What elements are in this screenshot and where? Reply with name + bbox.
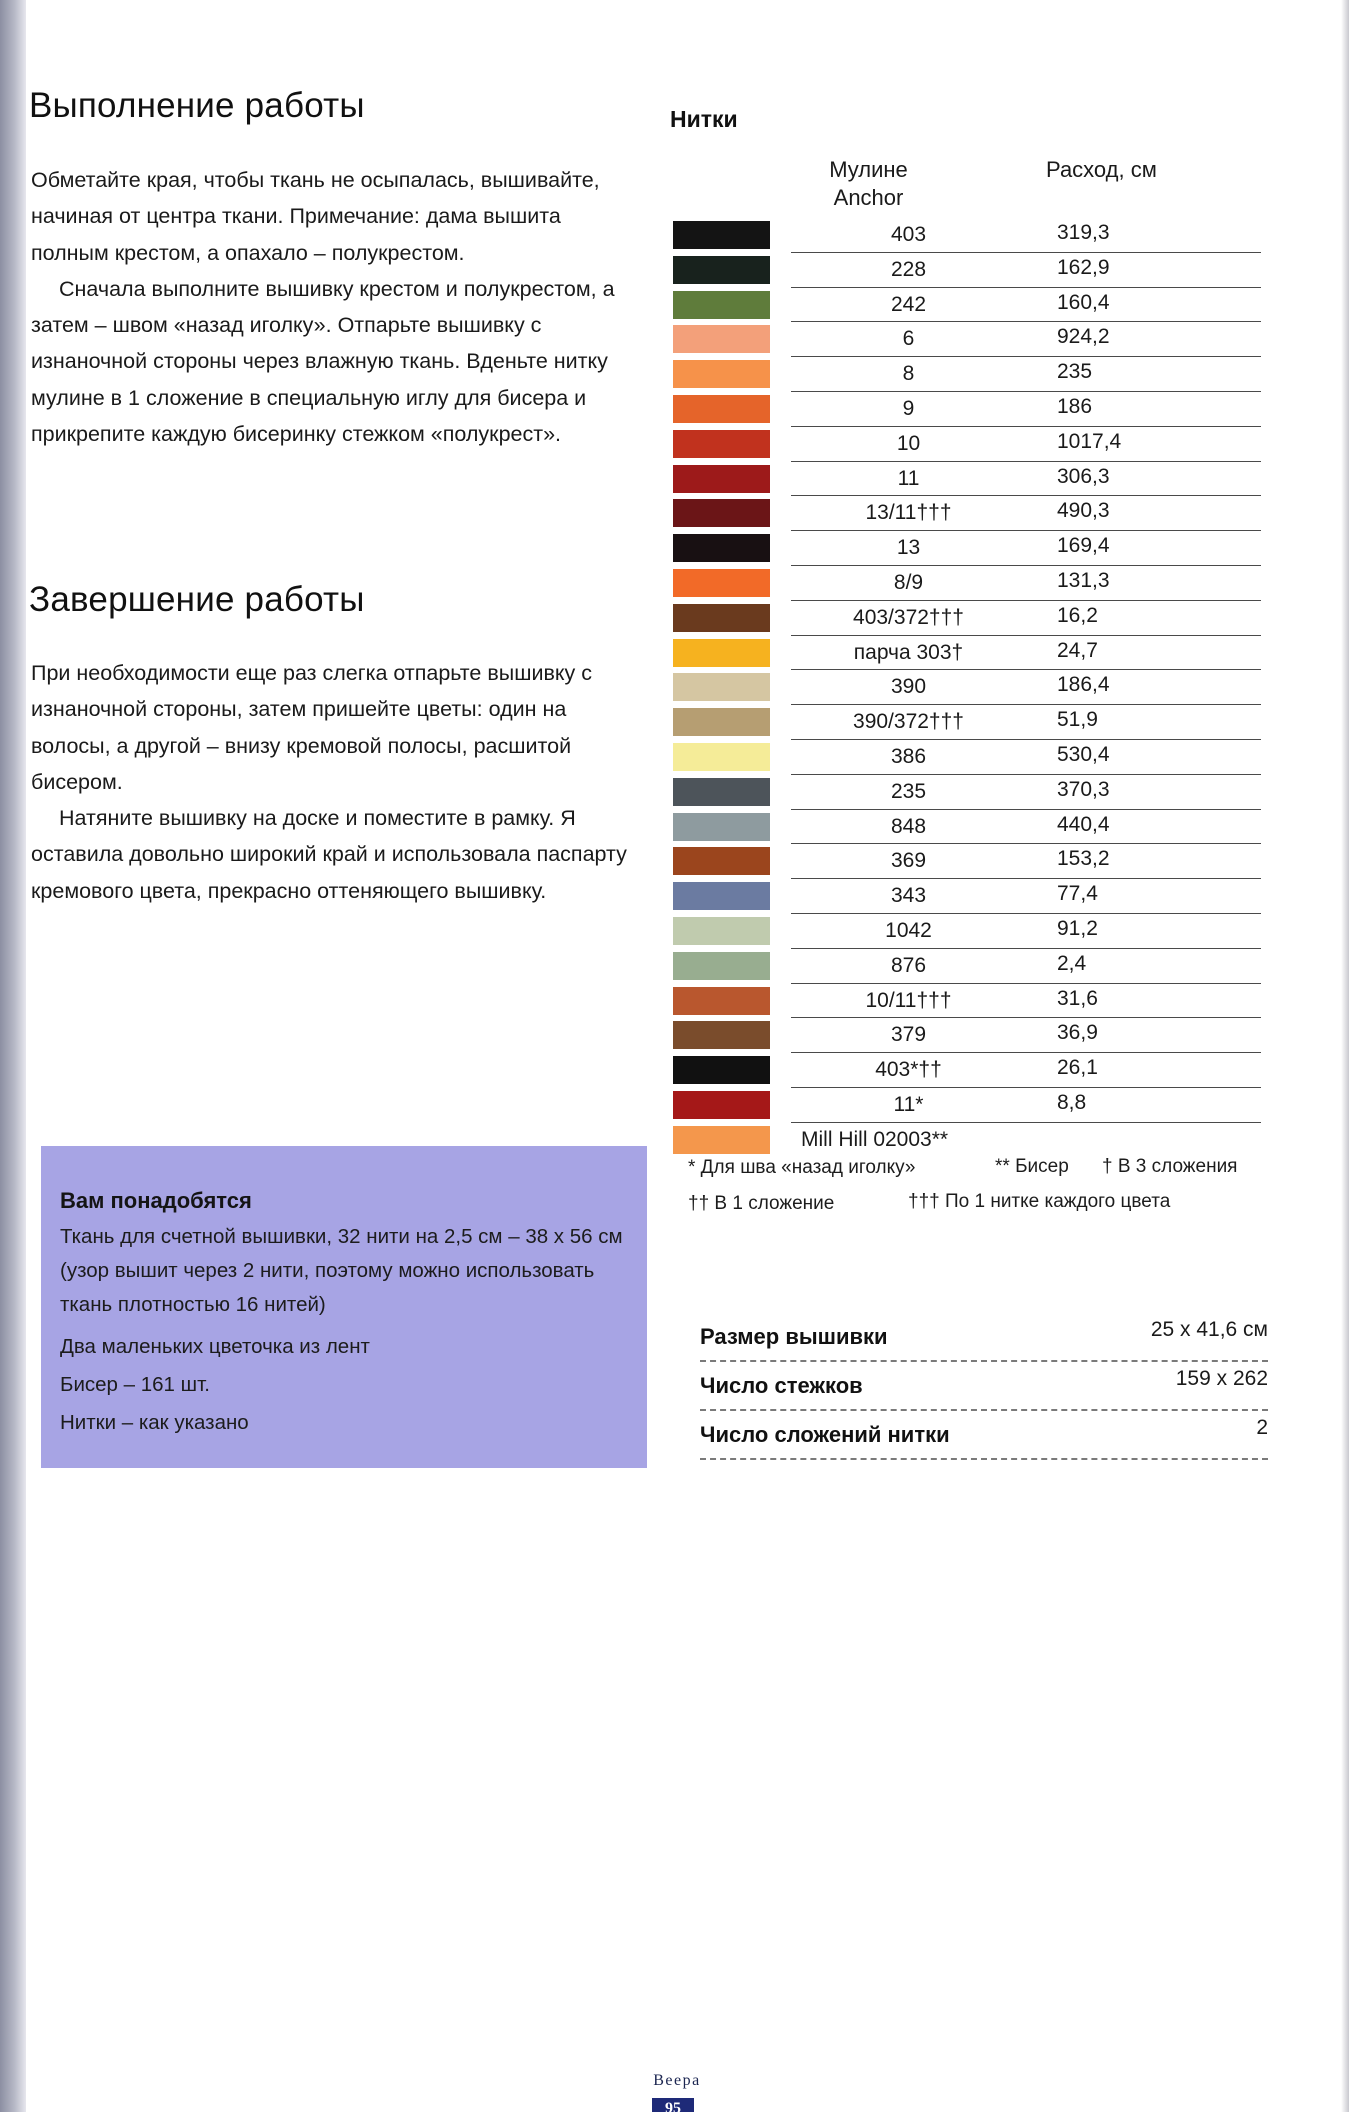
thread-row — [673, 915, 1261, 950]
row-rule — [791, 426, 1261, 427]
thread-code: 11* — [893, 1092, 924, 1116]
thread-color-swatch — [673, 743, 770, 771]
thread-code: 8/9 — [893, 570, 924, 594]
section-title-work: Выполнение работы — [29, 86, 365, 125]
thread-row — [673, 254, 1261, 289]
row-rule — [791, 1017, 1261, 1018]
thread-amount: 131,3 — [1057, 568, 1110, 592]
thread-amount: 8,8 — [1057, 1090, 1087, 1114]
row-rule — [791, 600, 1261, 601]
thread-color-swatch — [673, 430, 770, 458]
thread-row — [673, 393, 1261, 428]
thread-code: 1042 — [885, 918, 932, 942]
row-rule — [791, 739, 1261, 740]
thread-row — [673, 323, 1261, 358]
thread-amount: 16,2 — [1057, 603, 1098, 627]
thread-code: 848 — [890, 814, 927, 838]
thread-color-swatch — [673, 221, 770, 249]
thread-code: 390/372††† — [853, 710, 964, 734]
thread-color-swatch — [673, 847, 770, 875]
materials-box — [41, 1146, 647, 1468]
thread-amount: 36,9 — [1057, 1021, 1098, 1045]
thread-row — [673, 1089, 1261, 1124]
row-rule — [791, 495, 1261, 496]
thread-row — [673, 219, 1261, 254]
column-header-anchor-line1: Мулине — [829, 157, 908, 182]
thread-row — [673, 602, 1261, 637]
thread-row — [673, 776, 1261, 811]
spec-label: Число стежков — [700, 1373, 863, 1398]
thread-code: 242 — [890, 292, 927, 316]
thread-row — [673, 741, 1261, 776]
thread-amount: 162,9 — [1057, 255, 1110, 279]
row-rule — [791, 530, 1261, 531]
column-header-usage: Расход, см — [1046, 157, 1157, 182]
thread-code: 13/11††† — [865, 501, 952, 525]
spec-dashed-rule — [700, 1360, 1268, 1362]
finish-paragraph-2: Натяните вышивку на доске и поместите в рамку. Я оставила довольно широкий край и использовала паспарту кремового цвета, прекрасно оттеняющего вышивку. — [31, 806, 627, 903]
thread-amount: 186 — [1057, 394, 1093, 418]
thread-color-swatch — [673, 395, 770, 423]
thread-code: 10/11††† — [865, 988, 952, 1012]
thread-row — [673, 1019, 1261, 1054]
thread-code: парча 303† — [853, 640, 964, 664]
spec-value: 159 х 262 — [1175, 1367, 1268, 1390]
thread-code: 369 — [890, 849, 927, 873]
threads-table — [673, 219, 1261, 1159]
thread-color-swatch — [673, 987, 770, 1015]
thread-amount: 370,3 — [1057, 777, 1110, 801]
thread-amount: 160,4 — [1057, 290, 1110, 314]
thread-row — [673, 497, 1261, 532]
row-rule — [791, 252, 1261, 253]
thread-code: 343 — [890, 884, 927, 908]
spec-value: 2 — [1256, 1416, 1268, 1439]
spec-row — [700, 1363, 1268, 1411]
thread-code: 8 — [902, 362, 915, 386]
thread-amount: 26,1 — [1057, 1056, 1098, 1080]
materials-title: Вам понадобятся — [60, 1188, 252, 1213]
row-rule — [791, 635, 1261, 636]
page-number: 95 — [652, 2098, 694, 2112]
row-rule — [791, 391, 1261, 392]
thread-color-swatch — [673, 708, 770, 736]
spec-dashed-rule — [700, 1409, 1268, 1411]
thread-color-swatch — [673, 291, 770, 319]
thread-row — [673, 671, 1261, 706]
legend-backstitch: * Для шва «назад иголку» — [688, 1157, 916, 1178]
thread-code: 403*†† — [875, 1058, 942, 1082]
thread-row — [673, 811, 1261, 846]
thread-color-swatch — [673, 604, 770, 632]
thread-code: 386 — [890, 744, 927, 768]
thread-amount: 24,7 — [1057, 638, 1098, 662]
thread-amount: 31,6 — [1057, 986, 1098, 1010]
thread-amount: 169,4 — [1057, 534, 1110, 558]
thread-code: 10 — [896, 431, 921, 455]
spec-label: Размер вышивки — [700, 1324, 888, 1349]
thread-color-swatch — [673, 882, 770, 910]
row-rule — [791, 1087, 1261, 1088]
thread-color-swatch — [673, 673, 770, 701]
thread-color-swatch — [673, 917, 770, 945]
materials-item: Бисер – 161 шт. — [60, 1373, 210, 1396]
thread-amount: 235 — [1057, 360, 1093, 384]
thread-amount: 530,4 — [1057, 742, 1110, 766]
thread-row — [673, 880, 1261, 915]
thread-row — [673, 358, 1261, 393]
thread-code: 403 — [890, 223, 927, 246]
thread-row — [673, 1124, 1261, 1159]
row-rule — [791, 565, 1261, 566]
thread-color-swatch — [673, 1126, 770, 1154]
thread-code: 390 — [890, 675, 927, 699]
thread-amount: 1017,4 — [1057, 429, 1122, 453]
thread-amount: 490,3 — [1057, 499, 1110, 523]
thread-amount: 319,3 — [1057, 221, 1110, 244]
thread-amount: 924,2 — [1057, 325, 1110, 349]
row-rule — [791, 774, 1261, 775]
row-rule — [791, 321, 1261, 322]
thread-code: Mill Hill 02003** — [801, 1127, 949, 1151]
thread-row — [673, 985, 1261, 1020]
thread-row — [673, 637, 1261, 672]
column-header-anchor-line2: Anchor — [833, 185, 904, 210]
finish-text — [31, 655, 641, 909]
thread-code: 6 — [902, 327, 915, 351]
spec-dashed-rule — [700, 1458, 1268, 1460]
thread-color-swatch — [673, 952, 770, 980]
thread-code: 228 — [890, 257, 927, 281]
materials-item: Нитки – как указано — [60, 1411, 249, 1434]
work-paragraph-1: Обметайте края, чтобы ткань не осыпалась, вышивайте, начиная от центра ткани. Примечание: дама вышита полным крестом, а опахало – полукрестом. — [31, 168, 600, 265]
column-header-anchor — [790, 156, 947, 212]
materials-item: Ткань для счетной вышивки, 32 нити на 2,5 см – 38 х 56 см (узор вышит через 2 нити, поэтому можно использовать ткань плотностью 16 нитей) — [60, 1225, 623, 1316]
thread-amount: 440,4 — [1057, 812, 1110, 836]
thread-color-swatch — [673, 1056, 770, 1084]
thread-amount: 2,4 — [1057, 951, 1087, 975]
thread-code: 11 — [897, 466, 920, 490]
thread-amount: 51,9 — [1057, 708, 1098, 732]
finish-paragraph-1: При необходимости еще раз слегка отпарьте вышивку с изнаночной стороны, затем пришейте цветы: один на волосы, а другой – внизу кремовой полосы, расшитой бисером. — [31, 661, 593, 794]
row-rule — [791, 461, 1261, 462]
legend-three-strands: † В 3 сложения — [1102, 1156, 1238, 1177]
thread-amount: 77,4 — [1057, 882, 1098, 906]
thread-amount: 91,2 — [1057, 916, 1098, 940]
thread-color-swatch — [673, 325, 770, 353]
legend-beads: ** Бисер — [995, 1156, 1069, 1177]
row-rule — [791, 948, 1261, 949]
row-rule — [791, 843, 1261, 844]
row-rule — [791, 913, 1261, 914]
thread-color-swatch — [673, 465, 770, 493]
thread-color-swatch — [673, 256, 770, 284]
spec-row — [700, 1314, 1268, 1362]
row-rule — [791, 1052, 1261, 1053]
thread-row — [673, 428, 1261, 463]
spec-value: 25 х 41,6 см — [1150, 1318, 1268, 1341]
thread-amount: 153,2 — [1057, 847, 1110, 871]
thread-color-swatch — [673, 778, 770, 806]
materials-item: Два маленьких цветочка из лент — [60, 1335, 370, 1358]
thread-row — [673, 289, 1261, 324]
page-edge-shadow — [1341, 0, 1349, 2112]
legend-one-strand: †† В 1 сложение — [688, 1193, 835, 1214]
spec-label: Число сложений нитки — [700, 1422, 950, 1447]
book-spine-shadow — [0, 0, 26, 2112]
thread-color-swatch — [673, 1091, 770, 1119]
thread-row — [673, 532, 1261, 567]
thread-code: 9 — [902, 396, 915, 420]
thread-row — [673, 567, 1261, 602]
thread-color-swatch — [673, 360, 770, 388]
thread-code: 13 — [896, 536, 921, 560]
thread-row — [673, 1054, 1261, 1089]
work-text — [31, 162, 641, 452]
thread-amount: 306,3 — [1057, 464, 1110, 488]
thread-color-swatch — [673, 813, 770, 841]
spec-row — [700, 1412, 1268, 1460]
row-rule — [791, 878, 1261, 879]
thread-row — [673, 845, 1261, 880]
thread-row — [673, 950, 1261, 985]
row-rule — [791, 287, 1261, 288]
row-rule — [791, 809, 1261, 810]
thread-code: 379 — [890, 1023, 927, 1047]
row-rule — [791, 669, 1261, 670]
legend-one-each: ††† По 1 нитке каждого цвета — [908, 1191, 1171, 1212]
thread-row — [673, 706, 1261, 741]
row-rule — [791, 704, 1261, 705]
row-rule — [791, 983, 1261, 984]
thread-code: 403/372††† — [853, 605, 964, 629]
work-paragraph-2: Сначала выполните вышивку крестом и полукрестом, а затем – швом «назад иголку». Отпарьте вышивку с изнаночной стороны через влажную ткань. Вденьте нитку мулине в 1 сложение в специальную иглу для бисера и прикрепите каждую бисеринку стежком «полукрест». — [31, 276, 615, 447]
row-rule — [791, 356, 1261, 357]
row-rule — [791, 1122, 1261, 1123]
thread-amount: 186,4 — [1057, 673, 1110, 697]
thread-color-swatch — [673, 499, 770, 527]
thread-code: 235 — [890, 779, 927, 803]
thread-color-swatch — [673, 569, 770, 597]
threads-title: Нитки — [670, 106, 738, 132]
footer-brand: Веера — [653, 2072, 701, 2089]
section-title-finish: Завершение работы — [29, 580, 365, 619]
thread-code: 876 — [890, 953, 927, 977]
thread-color-swatch — [673, 534, 770, 562]
thread-row — [673, 463, 1261, 498]
thread-color-swatch — [673, 1021, 770, 1049]
thread-color-swatch — [673, 639, 770, 667]
